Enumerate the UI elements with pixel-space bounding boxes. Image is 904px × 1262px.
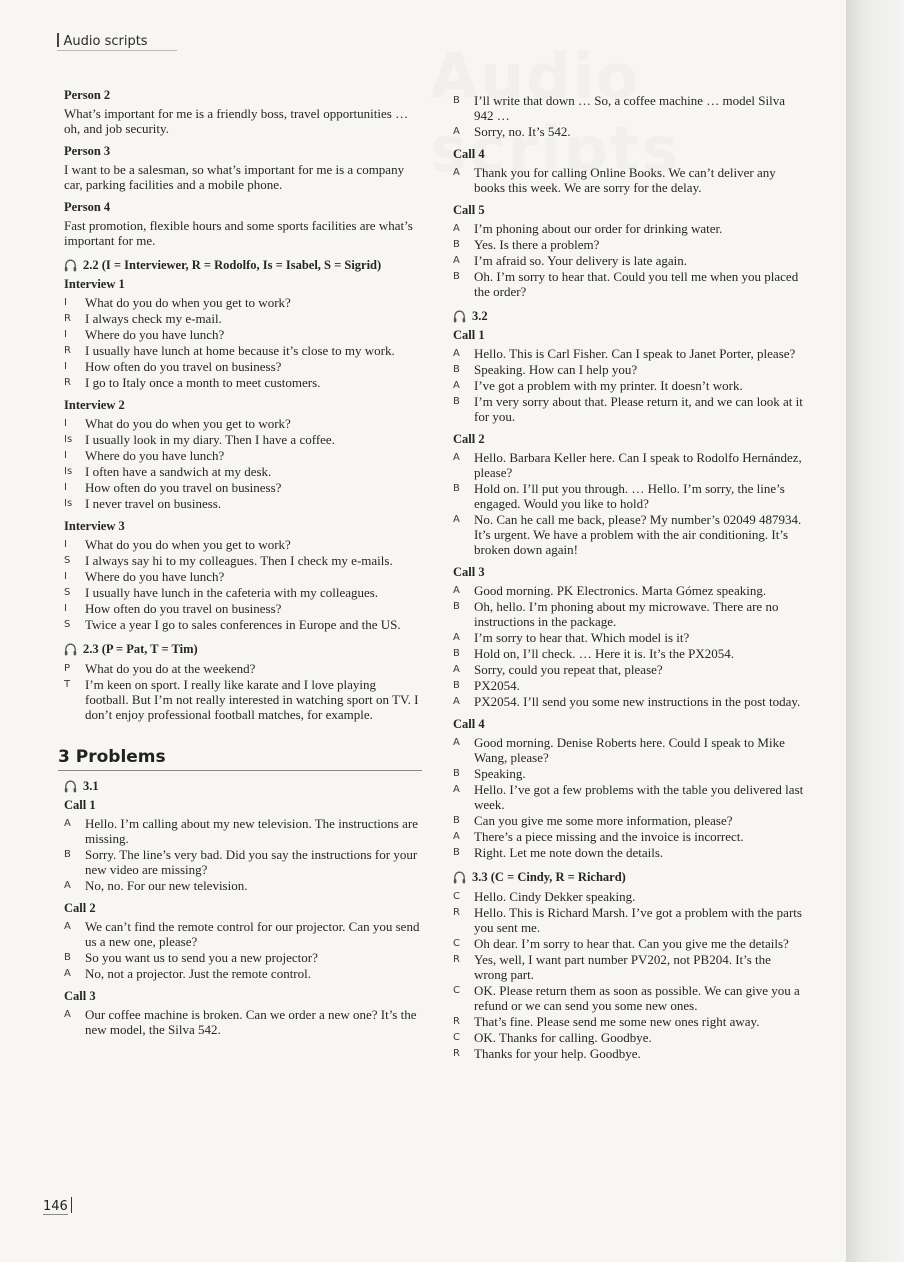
script-line xyxy=(64,448,420,463)
script-line xyxy=(453,829,805,844)
script-line xyxy=(453,346,805,361)
line-text: I’m sorry to hear that. Which model is it? xyxy=(474,630,690,645)
speaker-label: I xyxy=(64,482,67,493)
script-line xyxy=(453,269,805,299)
track-title-text: 2.2 (I = Interviewer, R = Rodolfo, Is = Isabel, S = Sigrid) xyxy=(83,258,382,272)
speaker-label: R xyxy=(453,954,460,965)
line-text: Hello. This is Richard Marsh. I’ve got a problem with the parts you sent me. xyxy=(474,905,802,935)
script-line xyxy=(64,480,420,495)
script-line xyxy=(64,847,420,877)
person-block xyxy=(64,144,420,192)
header-title: Audio scripts xyxy=(63,34,148,49)
person-heading: Person 3 xyxy=(64,144,111,158)
script-line xyxy=(64,295,420,310)
speaker-label: B xyxy=(453,364,460,375)
line-text: Oh dear. I’m sorry to hear that. Can you give me the details? xyxy=(474,936,789,951)
script-line xyxy=(453,983,805,1013)
track-title-text: 3.1 xyxy=(83,779,99,793)
speaker-label: B xyxy=(64,952,71,963)
line-text: I usually have lunch in the cafeteria with my colleagues. xyxy=(85,585,379,600)
speaker-label: R xyxy=(64,313,71,324)
speaker-label: A xyxy=(453,223,460,234)
script-line xyxy=(64,311,420,326)
speaker-label: A xyxy=(453,167,460,178)
track-title-text: 3.2 xyxy=(472,309,488,323)
audio-track-icon xyxy=(64,780,79,794)
line-text: Yes. Is there a problem? xyxy=(474,237,600,252)
speaker-label: A xyxy=(64,968,71,979)
person-text: I want to be a salesman, so what’s important for me is a company car, parking facilities and a mobile phone. xyxy=(64,162,405,192)
speaker-label: A xyxy=(453,348,460,359)
left-column xyxy=(58,88,420,1045)
call-heading: Call 1 xyxy=(453,328,485,342)
call-heading: Call 1 xyxy=(64,798,96,812)
speaker-label: A xyxy=(453,255,460,266)
interview-heading: Interview 2 xyxy=(64,398,125,412)
person-text: Fast promotion, flexible hours and some sports facilities are what’s important for me. xyxy=(64,218,413,248)
page-footer xyxy=(43,1197,72,1214)
line-text: Sorry, no. It’s 542. xyxy=(474,124,571,139)
track-2-3 xyxy=(64,642,420,722)
person-text: What’s important for me is a friendly boss, travel opportunities … oh, and job security. xyxy=(64,106,409,136)
speaker-label: A xyxy=(453,664,460,675)
speaker-label: B xyxy=(453,601,460,612)
running-header xyxy=(57,33,148,49)
speaker-label: B xyxy=(453,648,460,659)
call-block xyxy=(453,93,805,139)
interview-heading: Interview 1 xyxy=(64,277,125,291)
line-text: Our coffee machine is broken. Can we order a new one? It’s the new model, the Silva 542. xyxy=(85,1007,417,1037)
script-line xyxy=(64,416,420,431)
line-text: Right. Let me note down the details. xyxy=(474,845,664,860)
speaker-label: A xyxy=(64,921,71,932)
speaker-label: B xyxy=(453,847,460,858)
script-line xyxy=(64,677,420,722)
track-3-1 xyxy=(64,779,420,1037)
speaker-label: C xyxy=(453,891,460,902)
audio-track-icon xyxy=(453,310,468,324)
speaker-label: B xyxy=(64,849,71,860)
script-line xyxy=(64,537,420,552)
call-block xyxy=(453,328,805,424)
script-line xyxy=(453,512,805,557)
call-block xyxy=(453,565,805,709)
speaker-label: R xyxy=(453,907,460,918)
speaker-label: R xyxy=(64,345,71,356)
line-text: I often have a sandwich at my desk. xyxy=(85,464,272,479)
script-line xyxy=(453,599,805,629)
call-3-continued xyxy=(453,93,805,139)
speaker-label: A xyxy=(453,452,460,463)
interview-heading: Interview 3 xyxy=(64,519,125,533)
person-heading: Person 2 xyxy=(64,88,111,102)
person-block xyxy=(64,88,420,136)
line-text: Good morning. PK Electronics. Marta Gómez speaking. xyxy=(474,583,767,598)
track-title-text: 2.3 (P = Pat, T = Tim) xyxy=(83,642,198,656)
line-text: PX2054. xyxy=(474,678,520,693)
line-text: That’s fine. Please send me some new ones right away. xyxy=(474,1014,760,1029)
line-text: How often do you travel on business? xyxy=(85,601,282,616)
speaker-label: P xyxy=(64,663,71,674)
script-line xyxy=(453,1046,805,1061)
line-text: What do you do when you get to work? xyxy=(85,295,291,310)
person-heading: Person 4 xyxy=(64,200,111,214)
script-line xyxy=(453,766,805,781)
line-text: What do you do at the weekend? xyxy=(85,661,256,676)
script-line xyxy=(64,359,420,374)
line-text: Oh. I’m sorry to hear that. Could you tell me when you placed the order? xyxy=(474,269,799,299)
line-text: Yes, well, I want part number PV202, not PB204. It’s the wrong part. xyxy=(474,952,771,982)
line-text: Hello. Barbara Keller here. Can I speak to Rodolfo Hernández, please? xyxy=(474,450,802,480)
line-text: There’s a piece missing and the invoice is incorrect. xyxy=(474,829,744,844)
script-line xyxy=(453,1014,805,1029)
interview-block xyxy=(64,277,420,390)
speaker-label: I xyxy=(64,361,67,372)
script-line xyxy=(64,601,420,616)
speaker-label: A xyxy=(453,585,460,596)
script-line xyxy=(64,585,420,600)
line-text: I always check my e-mail. xyxy=(85,311,222,326)
track-title xyxy=(453,870,805,885)
speaker-label: I xyxy=(64,418,67,429)
call-heading: Call 2 xyxy=(64,901,96,915)
call-block xyxy=(64,798,420,893)
script-line xyxy=(453,889,805,904)
line-text: Thanks for your help. Goodbye. xyxy=(474,1046,641,1061)
speaker-label: B xyxy=(453,239,460,250)
script-line xyxy=(453,1030,805,1045)
line-text: Oh, hello. I’m phoning about my microwave. There are no instructions in the package. xyxy=(474,599,779,629)
call-heading: Call 2 xyxy=(453,432,485,446)
line-text: Twice a year I go to sales conferences in Europe and the US. xyxy=(85,617,401,632)
line-text: Where do you have lunch? xyxy=(85,327,225,342)
speaker-label: C xyxy=(453,1032,460,1043)
person-block xyxy=(64,200,420,248)
speaker-label: C xyxy=(453,938,460,949)
speaker-label: Is xyxy=(64,498,73,509)
line-text: No, no. For our new television. xyxy=(85,878,248,893)
track-3-2 xyxy=(453,309,805,860)
line-text: No. Can he call me back, please? My number’s 02049 487934. It’s urgent. We have a problem with the air conditioning. It’s broken down again! xyxy=(474,512,802,557)
script-line xyxy=(64,950,420,965)
call-heading: Call 3 xyxy=(64,989,96,1003)
speaker-label: B xyxy=(453,483,460,494)
script-line xyxy=(453,394,805,424)
speaker-label: I xyxy=(64,539,67,550)
line-text: I usually look in my diary. Then I have a coffee. xyxy=(85,432,335,447)
line-text: Hello. This is Carl Fisher. Can I speak to Janet Porter, please? xyxy=(474,346,796,361)
line-text: Speaking. How can I help you? xyxy=(474,362,638,377)
track-title-text: 3.3 (C = Cindy, R = Richard) xyxy=(472,870,626,884)
script-line xyxy=(64,432,420,447)
script-line xyxy=(453,735,805,765)
line-text: I’m keen on sport. I really like karate and I love playing football. But I’m not really interested in watching sport on TV. I don’t enjoy professional football matches, for example. xyxy=(85,677,419,722)
script-line xyxy=(453,952,805,982)
call-heading: Call 3 xyxy=(453,565,485,579)
script-line xyxy=(453,646,805,661)
script-line xyxy=(453,845,805,860)
call-block xyxy=(64,901,420,981)
call-heading: Call 4 xyxy=(453,147,485,161)
call-block xyxy=(453,432,805,557)
unit-3-title: 3 Problems xyxy=(58,750,422,771)
line-text: How often do you travel on business? xyxy=(85,359,282,374)
call-block xyxy=(453,147,805,195)
header-rule xyxy=(57,50,177,51)
line-text: OK. Please return them as soon as possible. We can give you a refund or we can send you some new ones. xyxy=(474,983,800,1013)
speaker-label: R xyxy=(64,377,71,388)
script-line xyxy=(453,678,805,693)
line-text: I’ve got a problem with my printer. It doesn’t work. xyxy=(474,378,743,393)
line-text: We can’t find the remote control for our projector. Can you send us a new one, please? xyxy=(85,919,420,949)
speaker-label: R xyxy=(453,1016,460,1027)
audio-track-icon xyxy=(453,871,468,885)
speaker-label: S xyxy=(64,587,71,598)
script-line xyxy=(64,878,420,893)
script-line xyxy=(453,630,805,645)
speaker-label: A xyxy=(453,380,460,391)
line-text: Speaking. xyxy=(474,766,526,781)
right-column xyxy=(453,93,805,1062)
line-text: PX2054. I’ll send you some new instructions in the post today. xyxy=(474,694,801,709)
audio-track-icon xyxy=(64,643,79,657)
footer-rule xyxy=(43,1214,68,1215)
line-text: Good morning. Denise Roberts here. Could I speak to Mike Wang, please? xyxy=(474,735,785,765)
call-block xyxy=(453,203,805,299)
speaker-label: A xyxy=(453,696,460,707)
track-3-1-continued xyxy=(453,147,805,299)
call-heading: Call 4 xyxy=(453,717,485,731)
track-title xyxy=(64,642,420,657)
speaker-label: B xyxy=(453,680,460,691)
line-text: What do you do when you get to work? xyxy=(85,416,291,431)
call-heading: Call 5 xyxy=(453,203,485,217)
line-text: I usually have lunch at home because it’s close to my work. xyxy=(85,343,395,358)
track-title xyxy=(453,309,805,324)
speaker-label: B xyxy=(453,815,460,826)
line-text: What do you do when you get to work? xyxy=(85,537,291,552)
line-text: OK. Thanks for calling. Goodbye. xyxy=(474,1030,652,1045)
speaker-label: C xyxy=(453,985,460,996)
call-block xyxy=(453,717,805,860)
speaker-label: A xyxy=(453,831,460,842)
speaker-label: I xyxy=(64,603,67,614)
script-line xyxy=(64,569,420,584)
speaker-label: I xyxy=(64,297,67,308)
speaker-label: B xyxy=(453,768,460,779)
interview-block xyxy=(64,519,420,632)
line-text: Where do you have lunch? xyxy=(85,569,225,584)
script-line xyxy=(64,327,420,342)
speaker-label: B xyxy=(453,271,460,282)
speaker-label: T xyxy=(64,679,71,690)
script-line xyxy=(453,253,805,268)
line-text: Sorry. The line’s very bad. Did you say the instructions for your new video are missing? xyxy=(85,847,418,877)
track-title xyxy=(64,258,420,273)
track-2-2 xyxy=(64,258,420,632)
script-line xyxy=(453,450,805,480)
script-line xyxy=(64,617,420,632)
script-line xyxy=(453,694,805,709)
line-text: Where do you have lunch? xyxy=(85,448,225,463)
script-line xyxy=(64,496,420,511)
script-line xyxy=(64,375,420,390)
speaker-label: B xyxy=(453,396,460,407)
page-number: 146 xyxy=(43,1199,68,1214)
line-text: I’m afraid so. Your delivery is late again. xyxy=(474,253,688,268)
speaker-label: I xyxy=(64,329,67,340)
script-line xyxy=(64,464,420,479)
track-title xyxy=(64,779,420,794)
script-line xyxy=(453,481,805,511)
script-line xyxy=(64,816,420,846)
script-line xyxy=(64,1007,420,1037)
line-text: Can you give me some more information, please? xyxy=(474,813,733,828)
speaker-label: A xyxy=(453,737,460,748)
script-line xyxy=(64,343,420,358)
line-text: Hello. I’ve got a few problems with the table you delivered last week. xyxy=(474,782,804,812)
script-line xyxy=(453,782,805,812)
line-text: Hello. I’m calling about my new television. The instructions are missing. xyxy=(85,816,418,846)
script-line xyxy=(453,93,805,123)
interview-block xyxy=(64,398,420,511)
line-text: Hello. Cindy Dekker speaking. xyxy=(474,889,636,904)
script-line xyxy=(64,661,420,676)
script-line xyxy=(453,165,805,195)
script-line xyxy=(453,124,805,139)
speaker-label: R xyxy=(453,1048,460,1059)
speaker-label: S xyxy=(64,619,71,630)
speaker-label: I xyxy=(64,450,67,461)
person-answers xyxy=(64,88,420,248)
speaker-label: Is xyxy=(64,466,73,477)
script-line xyxy=(453,662,805,677)
speaker-label: S xyxy=(64,555,71,566)
line-text: So you want us to send you a new projector? xyxy=(85,950,318,965)
line-text: Thank you for calling Online Books. We can’t deliver any books this week. We are sorry for the delay. xyxy=(474,165,776,195)
speaker-label: A xyxy=(64,818,71,829)
script-line xyxy=(453,237,805,252)
line-text: Hold on. I’ll put you through. … Hello. I’m sorry, the line’s engaged. Would you like to hold? xyxy=(474,481,785,511)
script-line xyxy=(64,553,420,568)
script-line xyxy=(64,919,420,949)
call-block xyxy=(64,989,420,1037)
line-text: Hold on, I’ll check. … Here it is. It’s the PX2054. xyxy=(474,646,734,661)
line-text: I’m phoning about our order for drinking water. xyxy=(474,221,723,236)
line-text: I never travel on business. xyxy=(85,496,222,511)
script-line xyxy=(453,221,805,236)
line-text: I’ll write that down … So, a coffee machine … model Silva 942 … xyxy=(474,93,785,123)
line-text: I go to Italy once a month to meet customers. xyxy=(85,375,321,390)
speaker-label: A xyxy=(453,784,460,795)
audio-track-icon xyxy=(64,259,79,273)
speaker-label: A xyxy=(453,514,460,525)
script-line xyxy=(453,583,805,598)
track-3-3 xyxy=(453,870,805,1061)
script-line xyxy=(64,966,420,981)
speaker-label: I xyxy=(64,571,67,582)
page-fold-shadow xyxy=(846,0,904,1262)
script-line xyxy=(453,362,805,377)
script-line xyxy=(453,905,805,935)
speaker-label: B xyxy=(453,95,460,106)
line-text: I’m very sorry about that. Please return it, and we can look at it for you. xyxy=(474,394,803,424)
line-text: Sorry, could you repeat that, please? xyxy=(474,662,663,677)
line-text: How often do you travel on business? xyxy=(85,480,282,495)
speaker-label: A xyxy=(453,126,460,137)
speaker-label: A xyxy=(453,632,460,643)
line-text: No, not a projector. Just the remote control. xyxy=(85,966,312,981)
line-text: I always say hi to my colleagues. Then I check my e-mails. xyxy=(85,553,393,568)
script-line xyxy=(453,378,805,393)
script-line xyxy=(453,813,805,828)
speaker-label: Is xyxy=(64,434,73,445)
speaker-label: A xyxy=(64,880,71,891)
speaker-label: A xyxy=(64,1009,71,1020)
script-line xyxy=(453,936,805,951)
